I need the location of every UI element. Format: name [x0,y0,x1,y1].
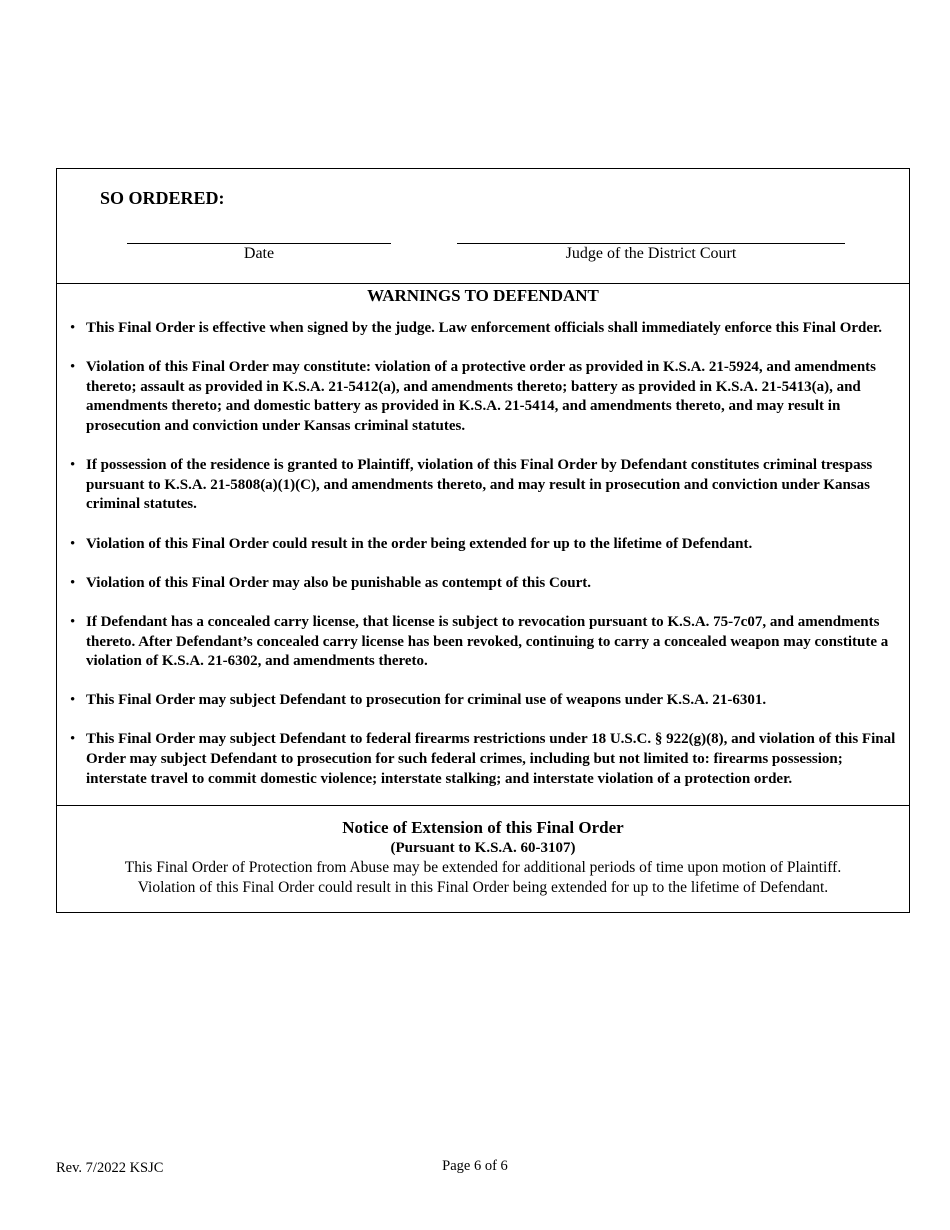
bullet-icon: • [70,320,76,336]
so-ordered-heading: SO ORDERED: [100,188,225,208]
judge-label: Judge of the District Court [565,245,737,262]
warning-text: If possession of the residence is granted to Plaintiff, violation of this Final Order by Defendant constitutes criminal trespass pursuant to K.S.A. 21-5808(a)(1)(C), and amendments thereto, and may result in prosecution and conviction under Kansas criminal statutes. [86,457,873,513]
warnings-title: WARNINGS TO DEFENDANT [367,286,599,305]
bullet-icon: • [70,535,76,552]
warning-item [67,613,899,672]
bullet-icon: • [70,613,76,630]
notice-line-1: This Final Order of Protection from Abuse may be extended for additional periods of time upon motion of Plaintiff. [124,859,842,877]
bullet-icon: • [70,457,76,474]
revision-label: Rev. 7/2022 KSJC [56,1160,164,1176]
warning-item [67,358,899,436]
bullet-icon: • [70,359,76,376]
warning-item [67,691,899,711]
date-label: Date [243,245,275,262]
bullet-icon: • [70,692,76,709]
bullet-icon: • [70,731,76,748]
judge-signature-line [457,243,845,244]
order-form-frame [56,168,910,913]
so-ordered-section [57,169,909,284]
warning-text: Violation of this Final Order could result in the order being extended for up to the lifetime of Defendant. [86,535,753,552]
warning-item [67,535,899,555]
warning-item [67,319,899,339]
warning-text: Violation of this Final Order may also be punishable as contempt of this Court. [86,574,592,591]
notice-line-2: Violation of this Final Order could result in this Final Order being extended for up to the lifetime of Defendant. [137,879,829,897]
date-signature-line [127,243,391,244]
warning-text: This Final Order is effective when signed by the judge. Law enforcement officials shall immediately enforce this Final Order. [86,320,883,336]
bullet-icon: • [70,574,76,591]
notice-title: Notice of Extension of this Final Order [342,818,624,838]
warnings-section [57,284,909,806]
warnings-list [67,319,899,789]
warning-text: Violation of this Final Order may constitute: violation of a protective order as provided in K.S.A. 21-5924, and amendments thereto; assault as provided in K.S.A. 21-5412(a), and amendments thereto; battery as provided in K.S.A. 21-5413(a), and amendments thereto; and domestic battery as provided in K.S.A. 21-5414, and amendments thereto, and may result in prosecution and conviction under Kansas criminal statutes. [86,359,876,434]
notice-subtitle: (Pursuant to K.S.A. 60-3107) [390,840,576,857]
page-number: Page 6 of 6 [442,1158,508,1174]
warning-item [67,574,899,594]
warning-text: If Defendant has a concealed carry license, that license is subject to revocation pursuant to K.S.A. 75-7c07, and amendments thereto. After Defendant’s concealed carry license has been revoked, continuing to carry a concealed weapon may constitute a violation of K.S.A. 21-6302, and amendments thereto. [86,613,889,670]
extension-notice-section [57,806,909,912]
warning-text: This Final Order may subject Defendant to federal firearms restrictions under 18 U.S.C. § 922(g)(8), and violation of this Final Order may subject Defendant to prosecution for such federal crimes, including but not limited to: firearms possession; interstate travel to commit domestic violence; interstate stalking; and interstate violation of a protection order. [86,731,896,787]
warning-text: This Final Order may subject Defendant to prosecution for criminal use of weapons under K.S.A. 21-6301. [86,692,767,709]
warning-item [67,730,899,789]
warning-item [67,456,899,515]
